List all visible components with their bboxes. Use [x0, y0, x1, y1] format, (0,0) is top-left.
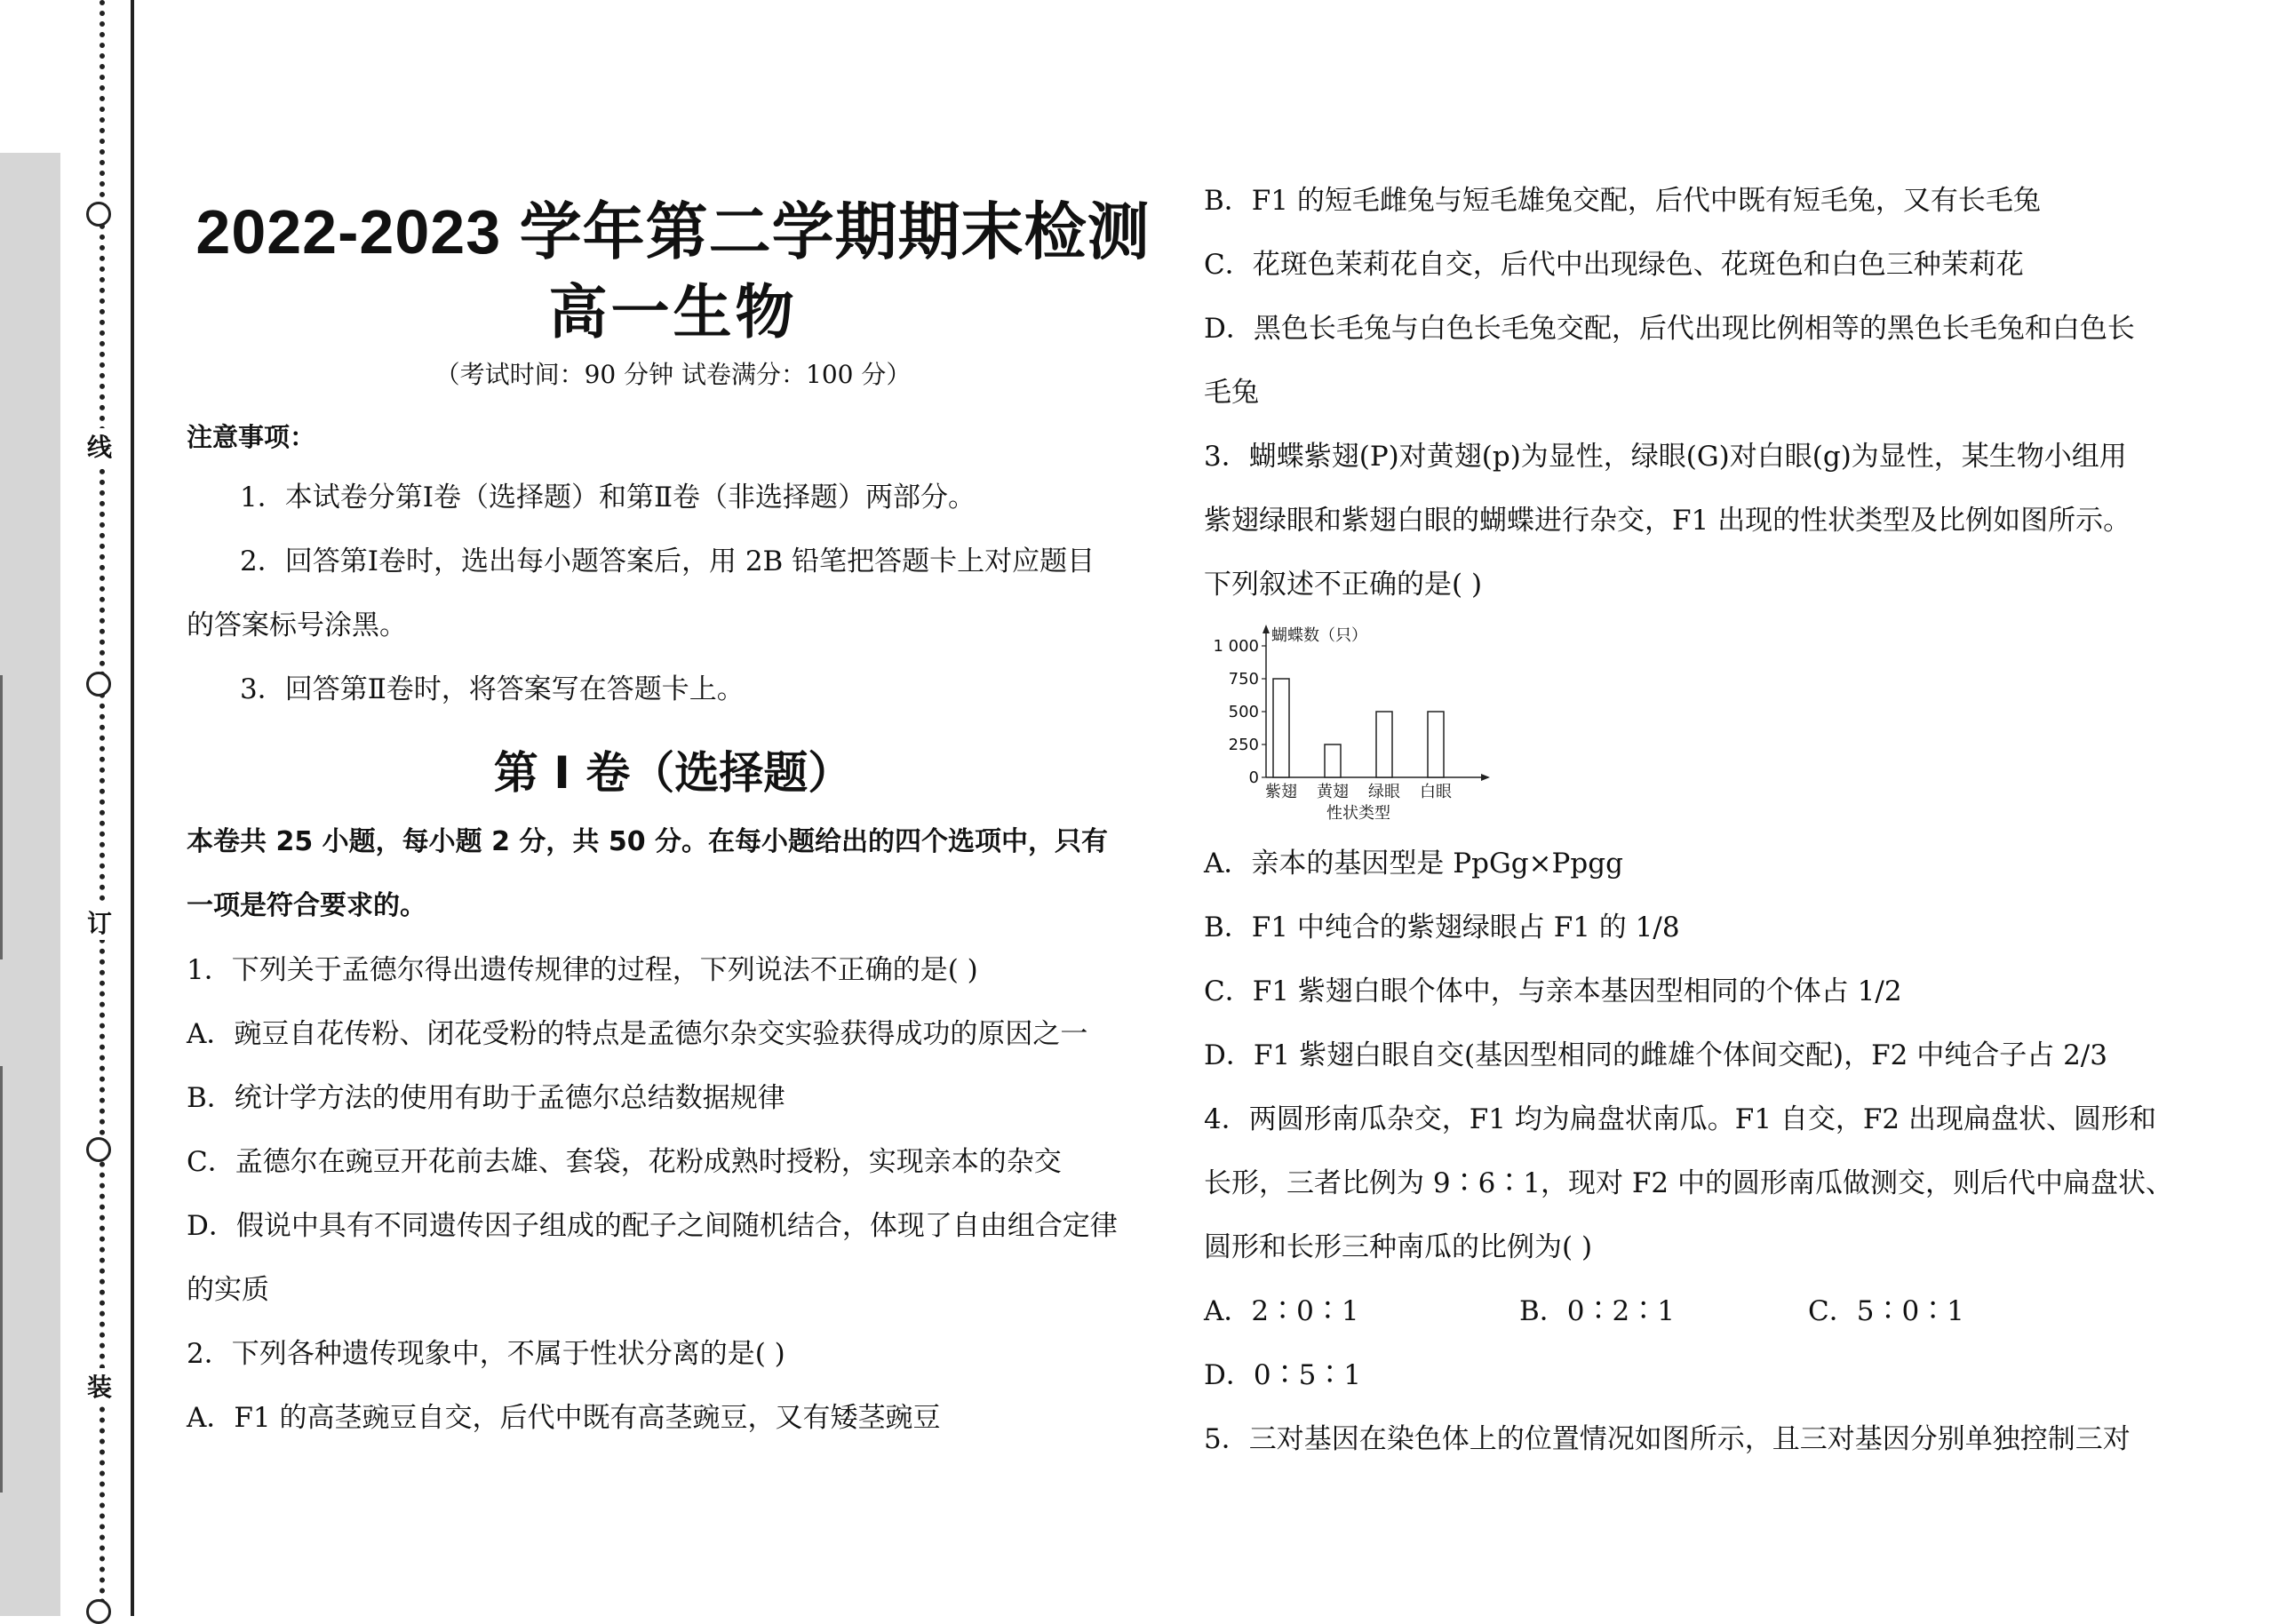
notice-heading: 注意事项： — [187, 422, 316, 452]
y-axis-arrow — [1262, 625, 1270, 633]
q1-option-a: A．豌豆自花传粉、闭花受粉的特点是孟德尔杂交实验获得成功的原因之一 — [187, 1018, 1088, 1050]
binding-staple-mark: 订 — [82, 904, 117, 940]
bar-黄翅 — [1325, 744, 1341, 777]
x-tick-label: 白眼 — [1420, 783, 1452, 801]
exam-info: （考试时间：90 分钟 试卷满分：100 分） — [434, 360, 912, 389]
x-tick-label: 紫翅 — [1265, 783, 1297, 801]
binding-solid-line — [131, 0, 134, 1616]
binding-bind-mark: 装 — [82, 1368, 117, 1404]
q1-stem: 1．下列关于孟德尔得出遗传规律的过程，下列说法不正确的是( ) — [187, 954, 978, 986]
binding-circle-2 — [86, 672, 111, 697]
cut-line-lower — [0, 1066, 3, 1493]
q5-stem: 5．三对基因在染色体上的位置情况如图所示，且三对基因分别单独控制三对 — [1204, 1423, 2131, 1455]
q3-option-d: D．F1 紫翅白眼自交(基因型相同的雌雄个体间交配)，F2 中纯合子占 2/3 — [1204, 1039, 2107, 1071]
page-title: 2022-2023 学年第二学期期末检测 — [195, 197, 1151, 267]
bar-白眼 — [1428, 712, 1444, 777]
q4-option-d: D．0∶5∶1 — [1204, 1359, 1362, 1391]
q4-option-b: B．0∶2∶1 — [1519, 1295, 1675, 1327]
q4-stem-cont-2: 圆形和长形三种南瓜的比例为( ) — [1204, 1231, 1593, 1263]
section-intro-cont: 一项是符合要求的。 — [187, 890, 426, 921]
x-axis-arrow — [1481, 774, 1490, 781]
binding-circle-1 — [86, 202, 111, 227]
q3-option-c: C．F1 紫翅白眼个体中，与亲本基因型相同的个体占 1/2 — [1204, 975, 1902, 1007]
q2-option-a: A．F1 的高茎豌豆自交，后代中既有高茎豌豆，又有矮茎豌豆 — [187, 1402, 941, 1434]
binding-margin-shade — [0, 153, 60, 1616]
x-tick-label: 黄翅 — [1317, 783, 1349, 801]
q3-option-b: B．F1 中纯合的紫翅绿眼占 F1 的 1/8 — [1204, 912, 1680, 943]
binding-line-mark: 线 — [82, 428, 117, 464]
bar-紫翅 — [1273, 679, 1289, 777]
q3-option-a: A．亲本的基因型是 PpGg×Ppgg — [1204, 848, 1623, 880]
q4-option-c: C．5∶0∶1 — [1808, 1295, 1964, 1327]
notice-item-1: 1．本试卷分第Ⅰ卷（选择题）和第Ⅱ卷（非选择题）两部分。 — [240, 482, 976, 513]
q1-option-d: D．假说中具有不同遗传因子组成的配子之间随机结合，体现了自由组合定律 — [187, 1210, 1118, 1242]
y-tick-label: 750 — [1228, 670, 1259, 689]
q1-option-c: C．孟德尔在豌豆开花前去雄、套袋，花粉成熟时授粉，实现亲本的杂交 — [187, 1146, 1062, 1178]
q2-option-c: C．花斑色茉莉花自交，后代中出现绿色、花斑色和白色三种茉莉花 — [1204, 249, 2024, 281]
q2-option-b: B．F1 的短毛雌兔与短毛雄兔交配，后代中既有短毛兔，又有长毛兔 — [1204, 185, 2041, 217]
y-tick-label: 0 — [1248, 768, 1259, 787]
binding-circle-3 — [86, 1137, 111, 1162]
q3-stem-cont-2: 下列叙述不正确的是( ) — [1204, 569, 1483, 601]
bar-绿眼 — [1376, 712, 1392, 777]
q4-option-a: A．2∶0∶1 — [1204, 1295, 1359, 1327]
q2-option-d: D．黑色长毛兔与白色长毛兔交配，后代出现比例相等的黑色长毛兔和白色长 — [1204, 313, 2135, 345]
q1-option-b: B．统计学方法的使用有助于孟德尔总结数据规律 — [187, 1082, 785, 1114]
q3-bar-chart — [1204, 613, 1524, 826]
q3-stem: 3．蝴蝶紫翅(P)对黄翅(p)为显性，绿眼(G)对白眼(g)为显性，某生物小组用 — [1204, 441, 2127, 473]
q1-option-d-cont: 的实质 — [187, 1274, 269, 1306]
q4-stem: 4．两圆形南瓜杂交，F1 均为扁盘状南瓜。F1 自交，F2 出现扁盘状、圆形和 — [1204, 1103, 2156, 1135]
notice-item-2: 2．回答第Ⅰ卷时，选出每小题答案后，用 2B 铅笔把答题卡上对应题目 — [240, 545, 1095, 577]
y-tick-label: 250 — [1228, 736, 1259, 754]
page-subtitle: 高一生物 — [548, 279, 798, 345]
binding-circle-4 — [86, 1599, 111, 1624]
section-intro: 本卷共 25 小题，每小题 2 分，共 50 分。在每小题给出的四个选项中，只有 — [187, 826, 1109, 857]
x-axis-label: 性状类型 — [1326, 804, 1390, 823]
cut-line-upper — [0, 675, 3, 959]
chart-svg — [1204, 613, 1524, 826]
q2-stem: 2．下列各种遗传现象中，不属于性状分离的是( ) — [187, 1338, 785, 1370]
q2-option-d-cont: 毛兔 — [1204, 377, 1259, 409]
q3-stem-cont-1: 紫翅绿眼和紫翅白眼的蝴蝶进行杂交，F1 出现的性状类型及比例如图所示。 — [1204, 505, 2131, 537]
notice-item-3: 3．回答第Ⅱ卷时，将答案写在答题卡上。 — [240, 673, 745, 705]
q4-stem-cont-1: 长形，三者比例为 9∶6∶1，现对 F2 中的圆形南瓜做测交，则后代中扁盘状、 — [1204, 1167, 2173, 1199]
y-axis-label: 蝴蝶数（只） — [1271, 626, 1367, 645]
x-tick-label: 绿眼 — [1368, 783, 1400, 801]
notice-item-2-cont: 的答案标号涂黑。 — [187, 609, 407, 641]
y-tick-label: 1 000 — [1213, 637, 1259, 656]
section-title: 第 I 卷（选择题） — [493, 747, 853, 799]
y-tick-label: 500 — [1228, 703, 1259, 721]
